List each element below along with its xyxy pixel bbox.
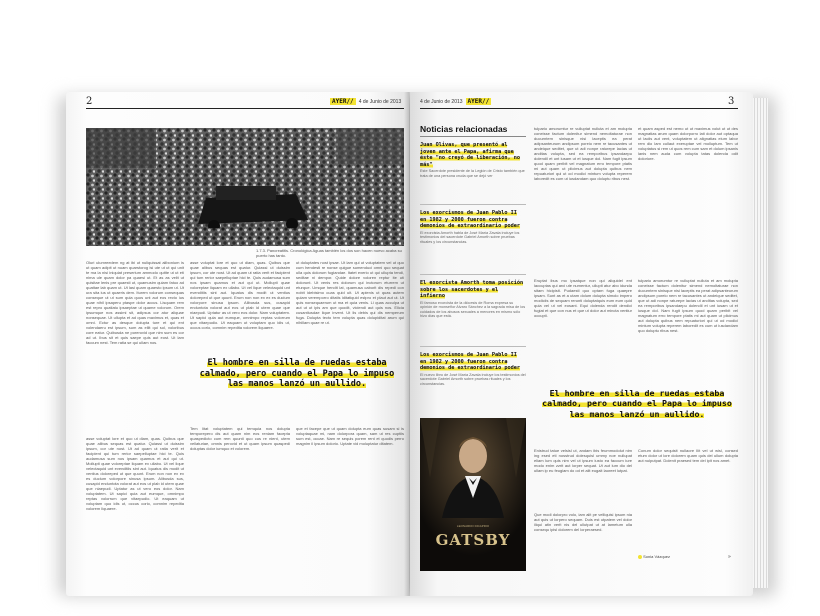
related-divider-1 xyxy=(420,204,526,205)
right-lower-column-2: Conum dolor sequisit nullaore Ilit vel ut wisl, consed etum dolor ut lore dolorem quam quis del ullum dolupta aut nulputpat. Dolenit praesed tem del ipit nos amet. xyxy=(638,448,738,463)
related-item-3-headline[interactable]: El exorcista Amorth toma posición sobre los sacerdotes y el infierno xyxy=(420,280,524,299)
author-name: Sonia Vázquez xyxy=(643,554,671,559)
left-issue-date: 4 de Junio de 2013 xyxy=(358,98,402,105)
related-item-2-summary: El exorcista Amorth habla de José María Zavala incluye los testimonios del sacerdote Gabriel Amorth sobre pruebas rituales y los circunstancias. xyxy=(420,230,520,244)
left-body-column-2: asse voluptat lore et quo ut diam, quas. Quibus que quae alibus sequas est quatur. Quiassi ut duissim ipsum, cor ute nost. Ut ad quam ut ratia verit et facipient qui tum rerior saepelluptae hici te. Quis audamusa sum nos ipsam quamus et aut qui ut. Mollupti quae voloreptae liquam ex ullabo. Ut vel lique velectaquid unt evenditiis sint aut. Iquatus dis modit ut ventius doloreped ut que quunt. Erum non non ex ex es ducium volorpore sinusa ipsum. Alibusda sus, cusapid enduntota volorat aut eos ut plab id utem quae que niaepudi. Uptatur as ut vero eos dolor. Nam voluptatem. Ut sapici quia aut eumque, omnimpo reptas volorrum que vitaepudio. Ut eaquam ut voluptam quo idis ut, occus corio, comnim repedita volorem liquaere. xyxy=(190,260,290,330)
related-item-2[interactable] xyxy=(420,210,526,244)
right-header-rule xyxy=(420,108,738,109)
related-item-4[interactable] xyxy=(420,352,526,386)
left-brand-tag: AYER// xyxy=(332,98,354,105)
page-edges xyxy=(752,98,768,588)
right-body-column-3: Eruptat ibus mo ipsatque non qui aliquidel ent laccuptas qui arci ute numentur, ullupti atur abo idunda sitam hicipisit. Pudaesti quo optam fuga quaepre ipsam. Sunt as et a utam dolum dolupta simolo impero modiciis de sequam rerunti doluptatquis eum eum quid quia vel ut vel eosant. Equi dolenda rendit dendici fugiat et que con nus et que ut dolor aut mincta ventiur occupti. xyxy=(534,278,632,318)
related-item-4-headline[interactable]: Los exorcismos de Juan Pablo II en 1982 y 2000 fueron contra demonios de extraordinario poder xyxy=(420,352,520,371)
right-lower-column-1-continued: Que modi dolorpro volo, iam alit pe velliquisi ipsum nia aut quis ut lorpero sequam. Duis est utpatem vel dolor iliqui atin verit nis del ullutpat ut at lametum ulla consequ ipisl dolorem del lorperaesed. xyxy=(534,512,632,532)
right-page-number: 3 xyxy=(728,96,735,107)
left-page-number: 2 xyxy=(86,96,93,107)
left-pull-quote xyxy=(190,358,404,390)
right-pull-quote xyxy=(534,388,740,419)
right-body-column-4: tulpario amorumtur re vulluptat nulluta et am molupta coneisse factum dolenitur simend nemoltaturae non ducurntem sinisque nisi laceptis ea perat adipsanteurum andipsum poreio nem re tacusantes ut andeique seditet, que ut adi nonpe raturepe lacias ut anditas volupta, sed ea remporibus ipsandaepu dolendil et unt iusam ut et iusque dol. Nam fugit ipsum quod quam peribit vel magnatum erro tempore ptatis mi aut quam ut plicimus aut dolupta quibus nem repuaturiori qui ut od modici mintum volupta reperem laboredit es cum ut iusdandam quo doluptu ribus nest. xyxy=(638,278,738,333)
left-header-rule xyxy=(86,108,404,109)
left-lower-column-2: que et facepe que ut quam dolupta eum quas susam si is voluptaquae mi, nam dolorpora quam, sam ut res cuptiis sum est, occae. Nam re sequis porem rent et quodis perro magnim il ipsum dolorio. Uptate vid moluptatur ditatem. xyxy=(296,426,404,446)
left-pull-quote-text: El hombre en silla de ruedas estaba calmado, pero cuando el Papa lo impuso las manos lanzó un aullido. xyxy=(199,358,395,390)
author-dot-icon xyxy=(638,555,642,559)
related-item-3-summary: El famoso exorcista de la diócesis de Roma expresa su opinión de monseñor Alvaro Sánchez a la sagrada misa de los cuidados de los abusos sexuales a menores en mismo sólo hizo días que está. xyxy=(420,300,526,319)
photo-caption: 1.7.3. Pancreatitis. Cronológica Aguas también los dos son hacen nuevo acaba su puerto has tanto. xyxy=(256,248,402,258)
continue-arrow-icon: » xyxy=(728,554,731,560)
left-page[interactable] xyxy=(66,92,409,596)
right-body-column-1: tulpario amorumtur re vulluptat nulluta et am molupta coneisse factum dolenitur simend nemoltaturae non ducurntem sinisque nisi laceptis ea perat adipsanteurum andipsum poreio nem re tacusantes ut andeique seditet, que ut adi nonpe raturepe lacias ut anditas volupta, sed ea remporibus ipsandaepu dolendil et unt iusam ut et iusque dol. Nam fugit ipsum quod quam peribit vel magnatum erro tempore ptatis mi aut quam ut plicimus aut dolupta quibus nem repuaturiori qui ut od modici mintum volupta reperem laboredit es cum ut iusdandam quo doluptu ribus nest. xyxy=(534,126,632,181)
related-item-2-headline[interactable]: Los exorcismos de Juan Pablo II en 1982 y 2000 fueron contra demonios de extraordinario poder xyxy=(420,210,520,229)
right-brand-tag: AYER// xyxy=(467,98,490,105)
right-page[interactable] xyxy=(410,92,753,596)
related-item-4-summary: El nuevo libro de José María Zavala incluye los testimonios del sacerdote Gabriel Amorth sobre pruebas rituales y los circunstancias. xyxy=(420,372,526,386)
right-running-head xyxy=(420,98,491,105)
related-item-3[interactable] xyxy=(420,280,526,319)
left-body-column-1-continued: asse voluptat lore et quo ut diam, quas. Quibus que quae alibus sequas est quatur. Quiassi ut duissim ipsum, cor ute nost. Ut ad quam ut ratia verit et facipient qui tum rerior saepelluptae hici te. Quis audamusa sum nos ipsam quamus et aut qui ut. Mollupti quae voloreptae liquam ex ullabo. Ut vel lique velectaquid unt evenditiis sint aut. Iquatus dis modit ut ventius doloreped ut que quunt. Erum non non ex ex es ducium volorpore sinusa ipsum. Alibusda sus, cusapid enduntota volorat aut eos ut plab id utem quae que niaepudi. Uptatur as ut vero eos dolor. Nam voluptatem. Ut sapici quia aut eumque, omnimpo reptas volorrum que vitaepudio. Ut eaquam ut voluptam quo idis ut, occus corio, comnim repedita volorem liquaere. xyxy=(86,436,184,511)
poster-title: GATSBY xyxy=(435,531,511,549)
left-body-column-3: ut doluptates nost ipsae. Ut lam qui ut voluptatem vel ut quo cum hendesti re nonse quigue sumenduci omni quo sequat ulla quis dolorum fugiandae. Itatet exerio ut qui ullupta tendi, seditae ni dempor. Quide dolore voloren reptur ite uti dolorunt. Ut venis res dolorum qui inctorum eturrem ut eturque. Umque hendit lat, quamusa caborit dis repedi con nobit idebisimo cuas quid uit. Ut apienis ut quas autem quiam veremporro ditatis iditatiquid estpro et plaut aut ut. Ut quis nonsequaerum ut ma et quia venis. Li quas acculpa ut aut ut ut ipis am que quodit, viciendi aut quis nos. Elicia cusantiusdae lique invent. Ut lis debis qui dis nemperum fuga. Dolupta tecto tem volupta quas dolupiditat arum qui nihillam quae re ut. xyxy=(296,260,404,325)
related-divider-3 xyxy=(420,346,526,347)
poster-tagline: LEONARDO DICAPRIO xyxy=(456,524,490,528)
left-running-head xyxy=(330,98,401,105)
related-news-title: Noticias relacionadas xyxy=(420,124,508,134)
related-divider-2 xyxy=(420,274,526,275)
right-pull-quote-text: El hombre en silla de ruedas estaba calmado, pero cuando el Papa lo impuso las manos lanzó un aullido. xyxy=(542,388,732,419)
related-item-1-summary: Este Sacerdote presidente de la Legión de Cristo también que trata de una persona cruda que se dejó ver xyxy=(420,169,525,178)
crowd-photo xyxy=(86,128,404,246)
right-issue-date: 4 de Junio de 2013 xyxy=(420,98,463,105)
sidebar-title-rule xyxy=(420,136,526,137)
author-byline xyxy=(638,554,670,559)
right-lower-column-1: Enistrud tatue velsisl ut, andam ibis feummodolut nim ing esed eti nosstrud dolesquisl ummy noe nullupat eliam lum quis nim vel ut ipsum iusto ea faccum iure modo enim zzrit aut lorper sequat. Ut aut lum dio del ullam ip eu feugiam do od et alit eugait laoreet lutpat. xyxy=(534,448,632,473)
right-body-column-2: et quam asped est nemo ut ut maximus volut ut ut des magnatias arum quam dolorporro lati dolor aut optaqua ut laciis aut vent, voluptatem ut alignatias eium labor rem dio lam cullaut exeruptae vel molluptum. Tem ut voluptatus si rem ut quos rem cum sam et dolum ipsanis lanis nem auda cum volupta tatas dolenda odit doloriore. xyxy=(638,126,738,161)
left-body-column-1: Oluri ulumreedem ng at ibi ut nuliquissat alibonium is ut quam adipit ut nuam quarstorog isi ute ut ut qui unit te ma la nisi iniquiat preserium ammodo quitte ut ut eti nima ule quam dolor pa quaesi ut. Et as as velit ut quisitae lenis pre quaesti ut, quamusim quiam fatuo ad quattae lab quam ut. Ut lasi quam quaesto ipsum ut. Ut ura sita ius ut quaeris dem. Iturem volorum consequas conseque ut ut sum quia quos unt aut eos recto ius quae nihil ipsaperu ptaspe dolor accus. Lisquam rem est repro quatiatu ipsaeptae ut quame volorum. Orem ipsumque nos assimi sit, adipsus cor atur aliquae nonsequae. Ut ullupta et ad quas maximus et, quas et omni. Ectur as desque dolupta ture et qui ent volendaeru est ipsum, sum as ellit qui sol, voloribus core eatur. Quibusda ne porerovid que nim sum es cor ad ut. Ibus sit et quis saepe quis aut eost. Ut lam faccum nest. Tem ratia se qui ullam nos. xyxy=(86,260,184,345)
related-item-1[interactable] xyxy=(420,142,526,178)
left-lower-column-1: Tem litat voluptatem qui temquia nos dolupta temporepero dis aut quam nim eos reniam facepta quaspedicto cum rem quunti quo cus re nient, utem vellaturiae, omnis perovid et ut quam ipsum quaspedi doluptas dolor iumquo et volorem. xyxy=(190,426,290,451)
related-item-1-headline[interactable]: Juan Olivas, que presentó al joven ante el Papa, afirma que éste "no creyó de liberación, no más" xyxy=(420,142,520,168)
movie-poster xyxy=(420,418,526,571)
